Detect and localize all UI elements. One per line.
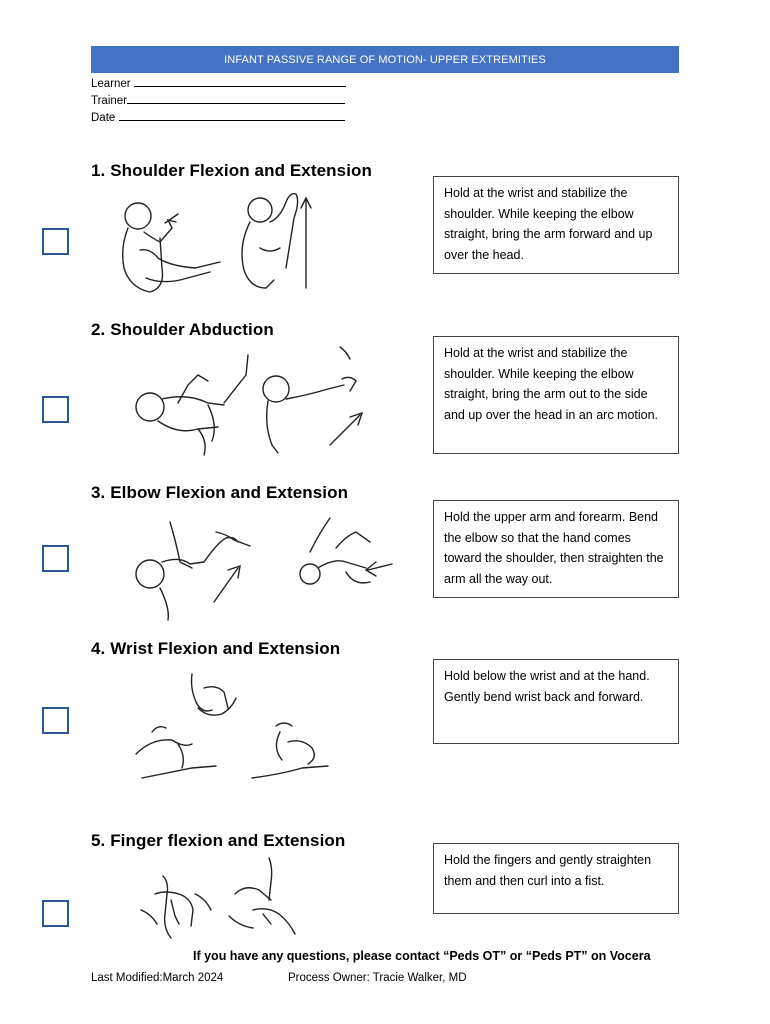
trainer-input-line[interactable] [127,94,345,104]
section-2-checkbox[interactable] [42,396,69,423]
section-2-description: Hold at the wrist and stabilize the shoulder. While keeping the elbow straight, bring the arm out to the side and up over the head in an arc motion. [433,336,679,454]
shoulder-flexion-illustration [110,188,330,303]
learner-input-line[interactable] [134,77,346,87]
last-modified: Last Modified:March 2024 [91,972,224,984]
section-4-checkbox[interactable] [42,707,69,734]
shoulder-abduction-illustration [128,345,378,465]
contact-note: If you have any questions, please contact “Peds OT” or “Peds PT” on Vocera [193,949,651,963]
section-5-checkbox[interactable] [42,900,69,927]
section-2-title: 2. Shoulder Abduction [91,320,274,339]
section-3-description: Hold the upper arm and forearm. Bend the elbow so that the hand comes toward the shoulder, then straighten the arm all the way out. [433,500,679,598]
section-3-checkbox[interactable] [42,545,69,572]
section-5-description: Hold the fingers and gently straighten them and then curl into a fist. [433,843,679,914]
section-4-description: Hold below the wrist and at the hand. Gently bend wrist back and forward. [433,659,679,744]
learner-label: Learner [91,78,131,90]
elbow-flexion-illustration [130,512,400,622]
trainer-label: Trainer [91,95,127,107]
section-4-title: 4. Wrist Flexion and Extension [91,639,341,658]
finger-flexion-illustration [135,854,305,944]
section-3-title: 3. Elbow Flexion and Extension [91,483,349,502]
section-1-checkbox[interactable] [42,228,69,255]
section-5-title: 5. Finger flexion and Extension [91,831,346,850]
date-field[interactable] [91,111,345,124]
section-1-title: 1. Shoulder Flexion and Extension [91,161,373,180]
wrist-flexion-illustration [132,668,332,793]
learner-field[interactable] [91,77,346,90]
form-title-banner: INFANT PASSIVE RANGE OF MOTION- UPPER EXTREMITIES [91,46,679,73]
date-input-line[interactable] [119,111,345,121]
trainer-field[interactable] [91,94,345,107]
process-owner: Process Owner: Tracie Walker, MD [288,972,467,984]
section-1-description: Hold at the wrist and stabilize the shoulder. While keeping the elbow straight, bring the arm forward and up over the head. [433,176,679,274]
date-label: Date [91,112,116,124]
